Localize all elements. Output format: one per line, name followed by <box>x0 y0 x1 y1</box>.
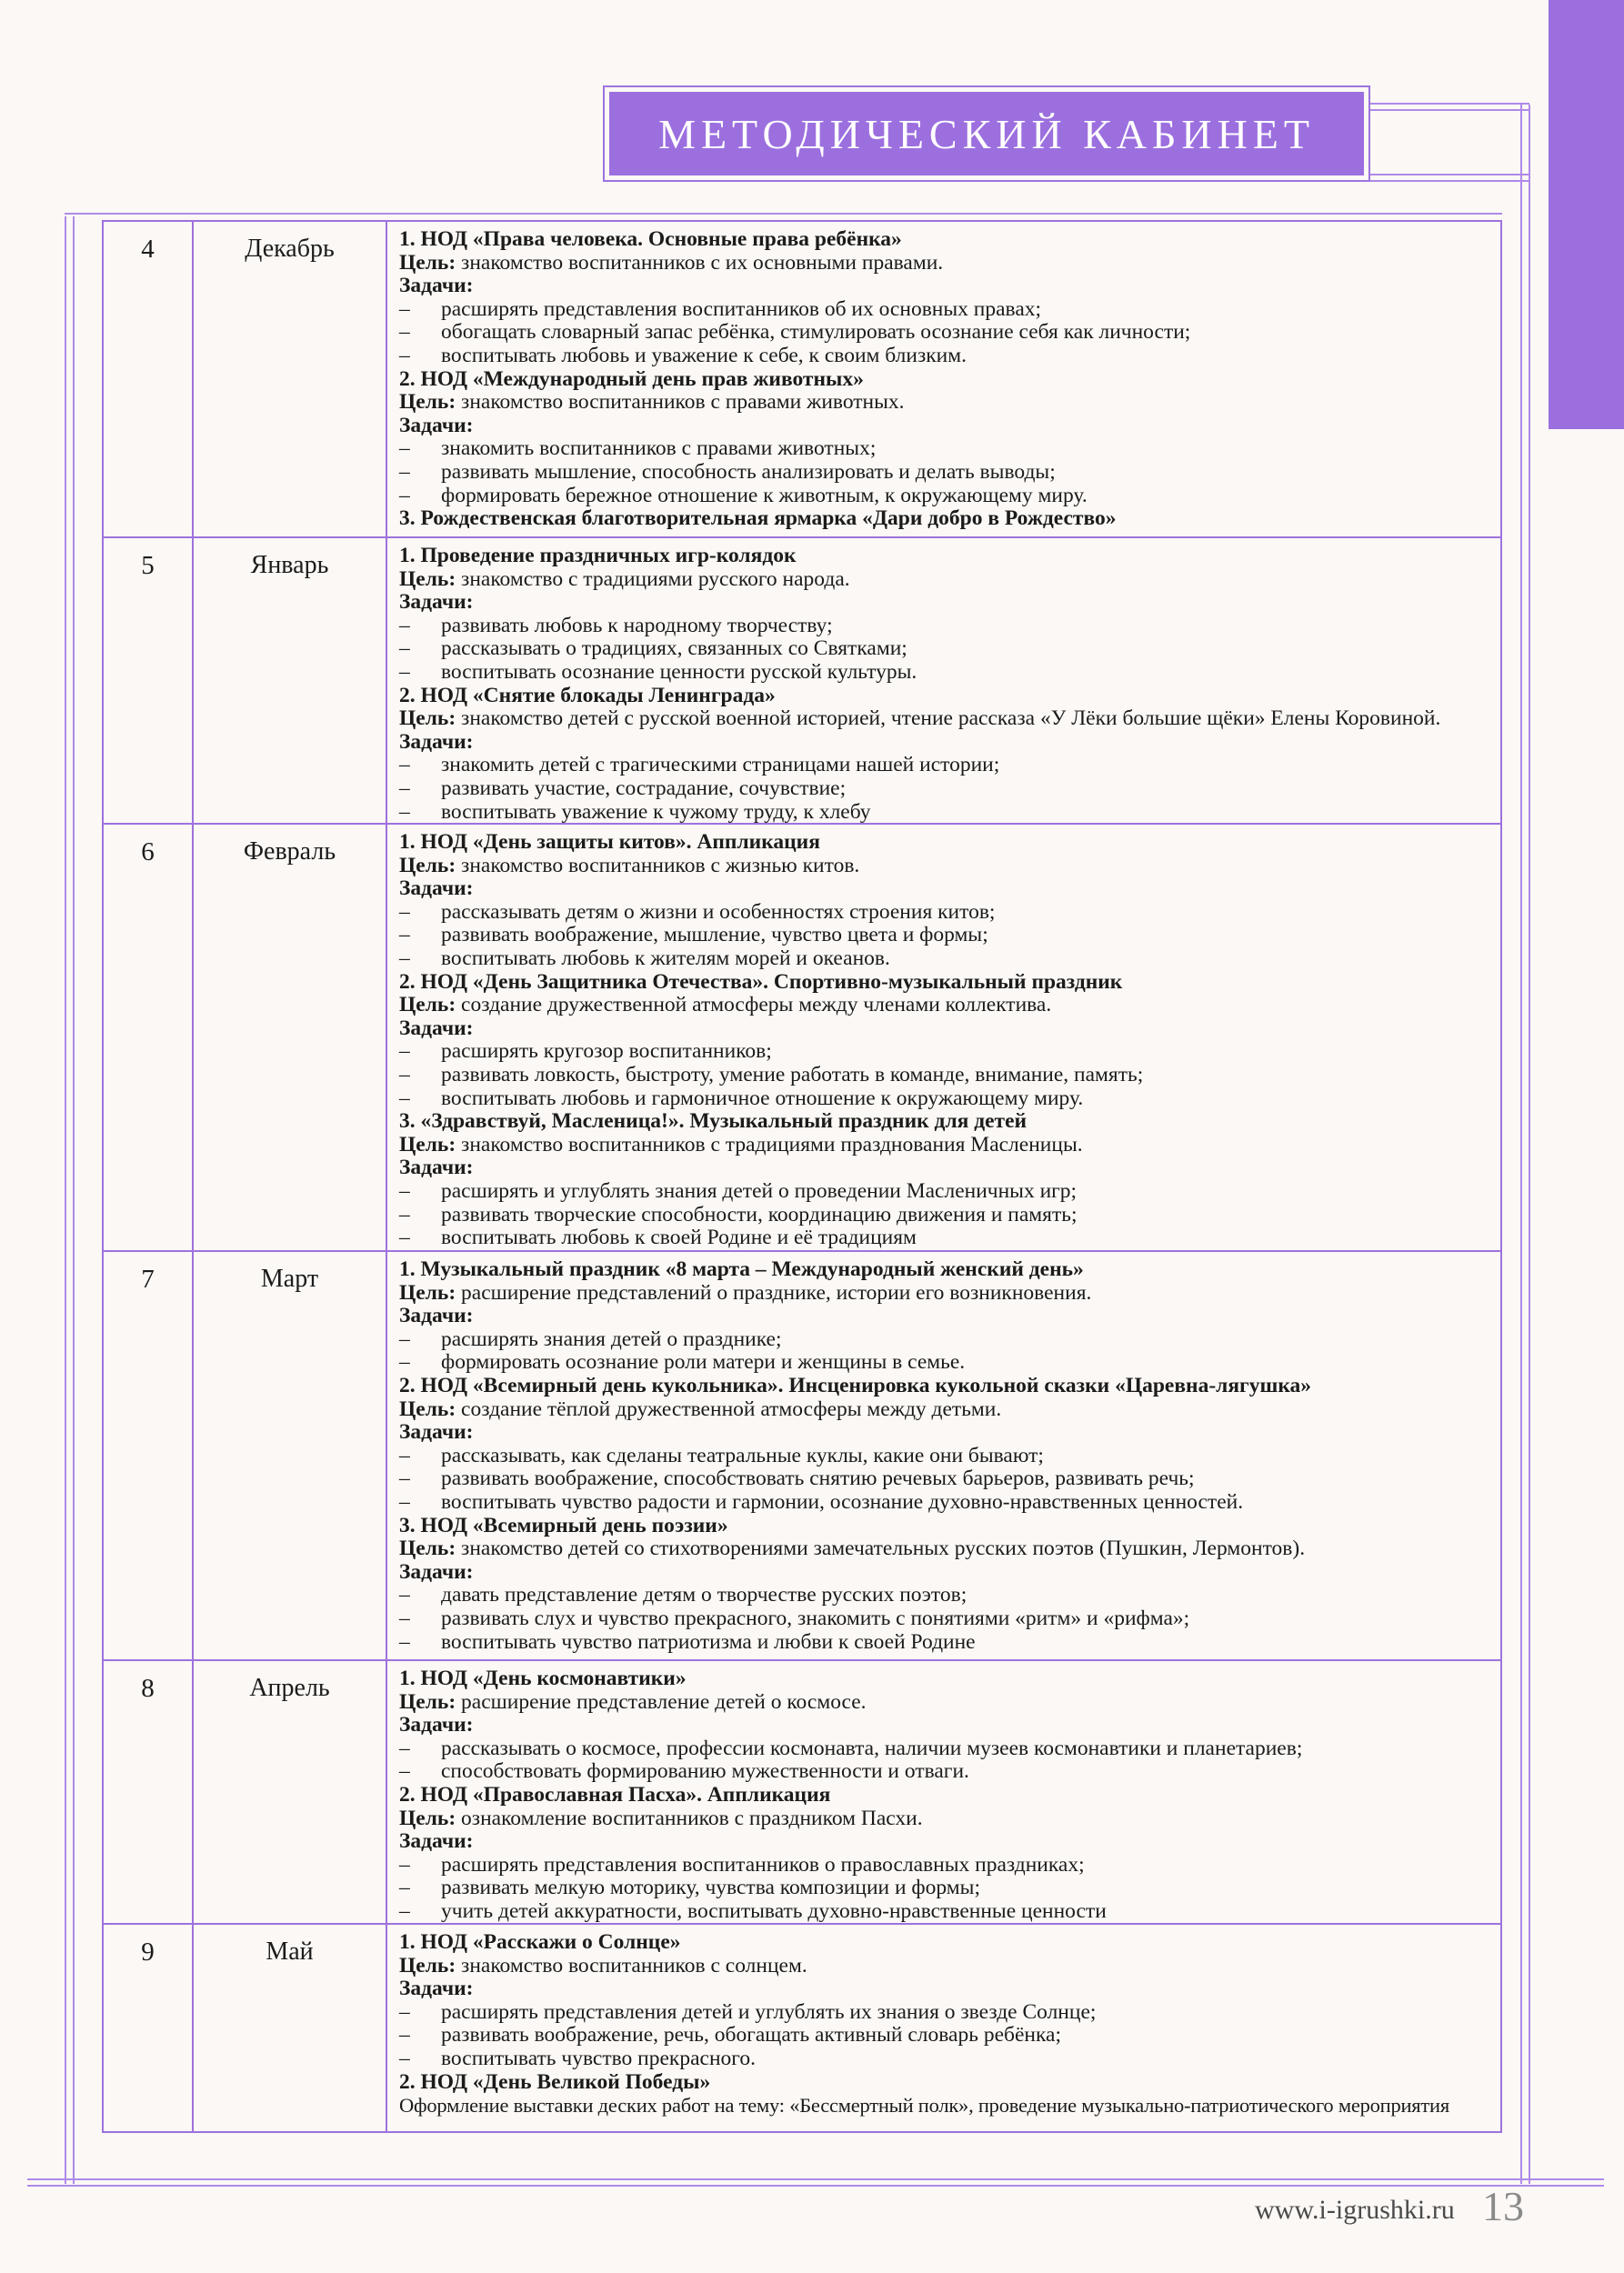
activity-title: 2. НОД «День Великой Победы» <box>399 2069 711 2094</box>
bullet-dash: – <box>399 776 410 800</box>
task-bullet: – развивать воображение, способствовать снятию речевых барьеров, развивать речь; <box>399 1467 1195 1491</box>
bullet-dash: – <box>399 1759 410 1784</box>
bullet-dash: – <box>399 1489 410 1514</box>
task-bullet: – воспитывать любовь к своей Родине и её традициям <box>399 1226 917 1250</box>
website-link[interactable]: www.i-igrushki.ru <box>1255 2195 1455 2225</box>
content-cell <box>387 1925 1500 2131</box>
task-bullet: – рассказывать о традициях, связанных со Святками; <box>399 636 907 661</box>
task-bullet: – обогащать словарный запас ребёнка, стимулировать осознание себя как личности; <box>399 320 1191 345</box>
task-bullet: – развивать мелкую моторику, чувства композиции и формы; <box>399 1876 980 1900</box>
goal-line: Цель: знакомство воспитанников с солнцем. <box>399 1953 807 1978</box>
bullet-dash: – <box>399 1226 410 1250</box>
goal-line: Цель: знакомство воспитанников с правами животных. <box>399 390 905 415</box>
page-frame-right-line <box>1520 105 1530 2184</box>
activity-title: 2. НОД «Православная Пасха». Аппликация <box>399 1782 831 1807</box>
task-bullet: – способствовать формированию мужественности и отваги. <box>399 1759 969 1784</box>
month-cell: Январь <box>194 538 387 823</box>
footer-divider-line <box>27 2178 1604 2187</box>
task-bullet: – воспитывать любовь и гармоничное отношение к окружающему миру. <box>399 1086 1084 1110</box>
bullet-dash: – <box>399 1202 410 1227</box>
activity-title: 2. НОД «Международный день прав животных» <box>399 366 864 391</box>
bullet-dash: – <box>399 320 410 345</box>
row-number-cell: 8 <box>104 1661 194 1923</box>
page-frame-left-line <box>65 216 75 2184</box>
task-bullet: – развивать слух и чувство прекрасного, знакомить с понятиями «ритм» и «рифма»; <box>399 1606 1190 1630</box>
task-bullet: – расширять представления воспитанников о православных праздниках; <box>399 1852 1085 1877</box>
note-line: Оформление выставки деских работ на тему: «Бессмертный полк», проведение музыкально-патриотического мероприятия <box>399 2094 1449 2118</box>
bullet-dash: – <box>399 1178 410 1203</box>
goal-line: Цель: знакомство детей со стихотворениями замечательных русских поэтов (Пушкин, Лермонтов). <box>399 1537 1306 1561</box>
activity-title: 3. «Здравствуй, Масленица!». Музыкальный праздник для детей <box>399 1109 1028 1134</box>
tasks-label: Задачи: <box>399 1977 474 2001</box>
bullet-dash: – <box>399 1999 410 2024</box>
task-bullet: – развивать творческие способности, координацию движения и память; <box>399 1202 1078 1227</box>
month-cell: Апрель <box>194 1661 387 1923</box>
section-banner-title: МЕТОДИЧЕСКИЙ КАБИНЕТ <box>658 110 1315 157</box>
tasks-label: Задачи: <box>399 413 474 437</box>
bullet-dash: – <box>399 1350 410 1375</box>
bullet-dash: – <box>399 636 410 661</box>
tasks-label: Задачи: <box>399 876 474 901</box>
bullet-dash: – <box>399 1467 410 1491</box>
activity-title: 1. НОД «Расскажи о Солнце» <box>399 1930 681 1954</box>
goal-line: Цель: знакомство с традициями русского народа. <box>399 566 850 591</box>
activity-title: 1. Музыкальный праздник «8 марта – Международный женский день» <box>399 1257 1084 1281</box>
activity-title: 2. НОД «Всемирный день кукольника». Инсценировка кукольной сказки «Царевна-лягушка» <box>399 1373 1312 1397</box>
tasks-label: Задачи: <box>399 1016 474 1040</box>
activity-title: 1. НОД «День космонавтики» <box>399 1667 687 1690</box>
task-bullet: – воспитывать любовь к жителям морей и океанов. <box>399 946 890 970</box>
bullet-dash: – <box>399 1852 410 1877</box>
bullet-dash: – <box>399 1443 410 1467</box>
activity-plan-table <box>102 220 1502 2133</box>
activity-title: 1. НОД «Права человека. Основные права ребёнка» <box>399 227 902 251</box>
bullet-dash: – <box>399 1583 410 1607</box>
bullet-dash: – <box>399 296 410 321</box>
tasks-label: Задачи: <box>399 1829 474 1854</box>
activity-title: 2. НОД «Снятие блокады Ленинграда» <box>399 683 776 707</box>
goal-line: Цель: знакомство воспитанников с традициями празднования Масленицы. <box>399 1132 1083 1157</box>
activity-title: 2. НОД «День Защитника Отечества». Спортивно-музыкальный праздник <box>399 969 1123 994</box>
bullet-dash: – <box>399 659 410 684</box>
task-bullet: – формировать осознание роли матери и женщины в семье. <box>399 1350 966 1375</box>
tasks-label: Задачи: <box>399 1713 474 1737</box>
task-bullet: – рассказывать, как сделаны театральные куклы, какие они бывают; <box>399 1443 1044 1467</box>
task-bullet: – знакомить воспитанников с правами животных; <box>399 436 877 461</box>
tasks-label: Задачи: <box>399 1420 474 1445</box>
row-number-cell: 6 <box>104 825 194 1250</box>
task-bullet: – развивать любовь к народному творчеству; <box>399 613 833 637</box>
banner-rail-top-line <box>1368 103 1529 111</box>
goal-line: Цель: знакомство детей с русской военной историей, чтение рассказа «У Лёки большие щёки» Елены Коровиной. <box>399 706 1441 731</box>
bullet-dash: – <box>399 1606 410 1630</box>
content-cell <box>387 825 1500 1250</box>
tasks-label: Задачи: <box>399 1304 474 1328</box>
row-number-cell: 5 <box>104 538 194 823</box>
bullet-dash: – <box>399 1629 410 1654</box>
task-bullet: – воспитывать чувство прекрасного. <box>399 2046 756 2070</box>
content-cell <box>387 1661 1500 1923</box>
task-bullet: – рассказывать детям о жизни и особенностях строения китов; <box>399 899 996 924</box>
banner-rail-bottom-line <box>1368 174 1529 182</box>
task-bullet: – развивать воображение, речь, обогащать активный словарь ребёнка; <box>399 2023 1061 2048</box>
goal-line: Цель: знакомство воспитанников с их основными правами. <box>399 250 944 275</box>
bullet-dash: – <box>399 923 410 947</box>
section-banner <box>603 85 1370 182</box>
bullet-dash: – <box>399 436 410 461</box>
month-cell: Декабрь <box>194 222 387 536</box>
content-cell <box>387 222 1500 536</box>
activity-title: 3. Рождественская благотворительная ярмарка «Дари добро в Рождество» <box>399 506 1117 531</box>
goal-line: Цель: расширение представлений о празднике, истории его возникновения. <box>399 1280 1092 1305</box>
bullet-dash: – <box>399 1062 410 1086</box>
month-cell: Февраль <box>194 825 387 1250</box>
table-row <box>104 825 1500 1252</box>
bullet-dash: – <box>399 343 410 367</box>
tasks-label: Задачи: <box>399 1559 474 1584</box>
task-bullet: – формировать бережное отношение к животным, к окружающему миру. <box>399 483 1088 507</box>
table-row <box>104 538 1500 825</box>
table-row <box>104 1252 1500 1661</box>
task-bullet: – расширять кругозор воспитанников; <box>399 1039 772 1064</box>
bullet-dash: – <box>399 753 410 777</box>
bullet-dash: – <box>399 1327 410 1351</box>
table-row <box>104 1661 1500 1925</box>
bullet-dash: – <box>399 1876 410 1900</box>
tasks-label: Задачи: <box>399 274 474 298</box>
content-cell <box>387 1252 1500 1659</box>
activity-title: 1. Проведение праздничных игр-колядок <box>399 544 797 567</box>
task-bullet: – развивать участие, сострадание, сочувствие; <box>399 776 847 800</box>
row-number-cell: 4 <box>104 222 194 536</box>
tasks-label: Задачи: <box>399 1156 474 1180</box>
goal-line: Цель: знакомство воспитанников с жизнью китов. <box>399 853 860 877</box>
bullet-dash: – <box>399 483 410 507</box>
bullet-dash: – <box>399 799 410 823</box>
row-number-cell: 9 <box>104 1925 194 2131</box>
bullet-dash: – <box>399 1898 410 1923</box>
activity-title: 1. НОД «День защиты китов». Аппликация <box>399 830 820 854</box>
task-bullet: – воспитывать чувство радости и гармонии, осознание духовно-нравственных ценностей. <box>399 1489 1244 1514</box>
goal-line: Цель: создание тёплой дружественной атмосферы между детьми. <box>399 1397 1002 1421</box>
task-bullet: – расширять представления детей и углублять их знания о звезде Солнце; <box>399 1999 1097 2024</box>
bullet-dash: – <box>399 1039 410 1064</box>
task-bullet: – расширять знания детей о празднике; <box>399 1327 782 1351</box>
task-bullet: – учить детей аккуратности, воспитывать духовно-нравственные ценности <box>399 1898 1107 1923</box>
bullet-dash: – <box>399 946 410 970</box>
bullet-dash: – <box>399 2023 410 2048</box>
content-cell <box>387 538 1500 823</box>
goal-line: Цель: расширение представление детей о космосе. <box>399 1689 867 1714</box>
month-cell: Май <box>194 1925 387 2131</box>
activity-title: 3. НОД «Всемирный день поэзии» <box>399 1513 728 1537</box>
task-bullet: – расширять и углублять знания детей о проведении Масленичных игр; <box>399 1178 1078 1203</box>
task-bullet: – расширять представления воспитанников об их основных правах; <box>399 296 1042 321</box>
section-banner-fill <box>609 92 1364 175</box>
corner-decoration-block <box>1549 0 1624 429</box>
task-bullet: – рассказывать о космосе, профессии космонавта, наличии музеев космонавтики и планетариев; <box>399 1736 1303 1760</box>
task-bullet: – знакомить детей с трагическими страницами нашей истории; <box>399 753 1000 777</box>
tasks-label: Задачи: <box>399 729 474 754</box>
bullet-dash: – <box>399 1086 410 1110</box>
bullet-dash: – <box>399 1736 410 1760</box>
task-bullet: – воспитывать любовь и уважение к себе, к своим близким. <box>399 343 967 367</box>
month-cell: Март <box>194 1252 387 1659</box>
task-bullet: – давать представление детям о творчестве русских поэтов; <box>399 1583 967 1607</box>
row-number-cell: 7 <box>104 1252 194 1659</box>
table-row <box>104 222 1500 538</box>
goal-line: Цель: ознакомление воспитанников с праздником Пасхи. <box>399 1806 923 1830</box>
table-row <box>104 1925 1500 2131</box>
bullet-dash: – <box>399 613 410 637</box>
page-number: 13 <box>1482 2183 1524 2229</box>
bullet-dash: – <box>399 459 410 484</box>
page-frame-top-line <box>65 213 1502 215</box>
task-bullet: – воспитывать чувство патриотизма и любви к своей Родине <box>399 1629 976 1654</box>
task-bullet: – развивать мышление, способность анализировать и делать выводы; <box>399 459 1056 484</box>
task-bullet: – развивать воображение, мышление, чувство цвета и формы; <box>399 923 988 947</box>
task-bullet: – воспитывать уважение к чужому труду, к хлебу <box>399 799 871 823</box>
bullet-dash: – <box>399 899 410 924</box>
goal-line: Цель: создание дружественной атмосферы между членами коллектива. <box>399 993 1052 1017</box>
tasks-label: Задачи: <box>399 590 474 615</box>
task-bullet: – воспитывать осознание ценности русской культуры. <box>399 659 917 684</box>
task-bullet: – развивать ловкость, быстроту, умение работать в команде, внимание, память; <box>399 1062 1144 1086</box>
bullet-dash: – <box>399 2046 410 2070</box>
